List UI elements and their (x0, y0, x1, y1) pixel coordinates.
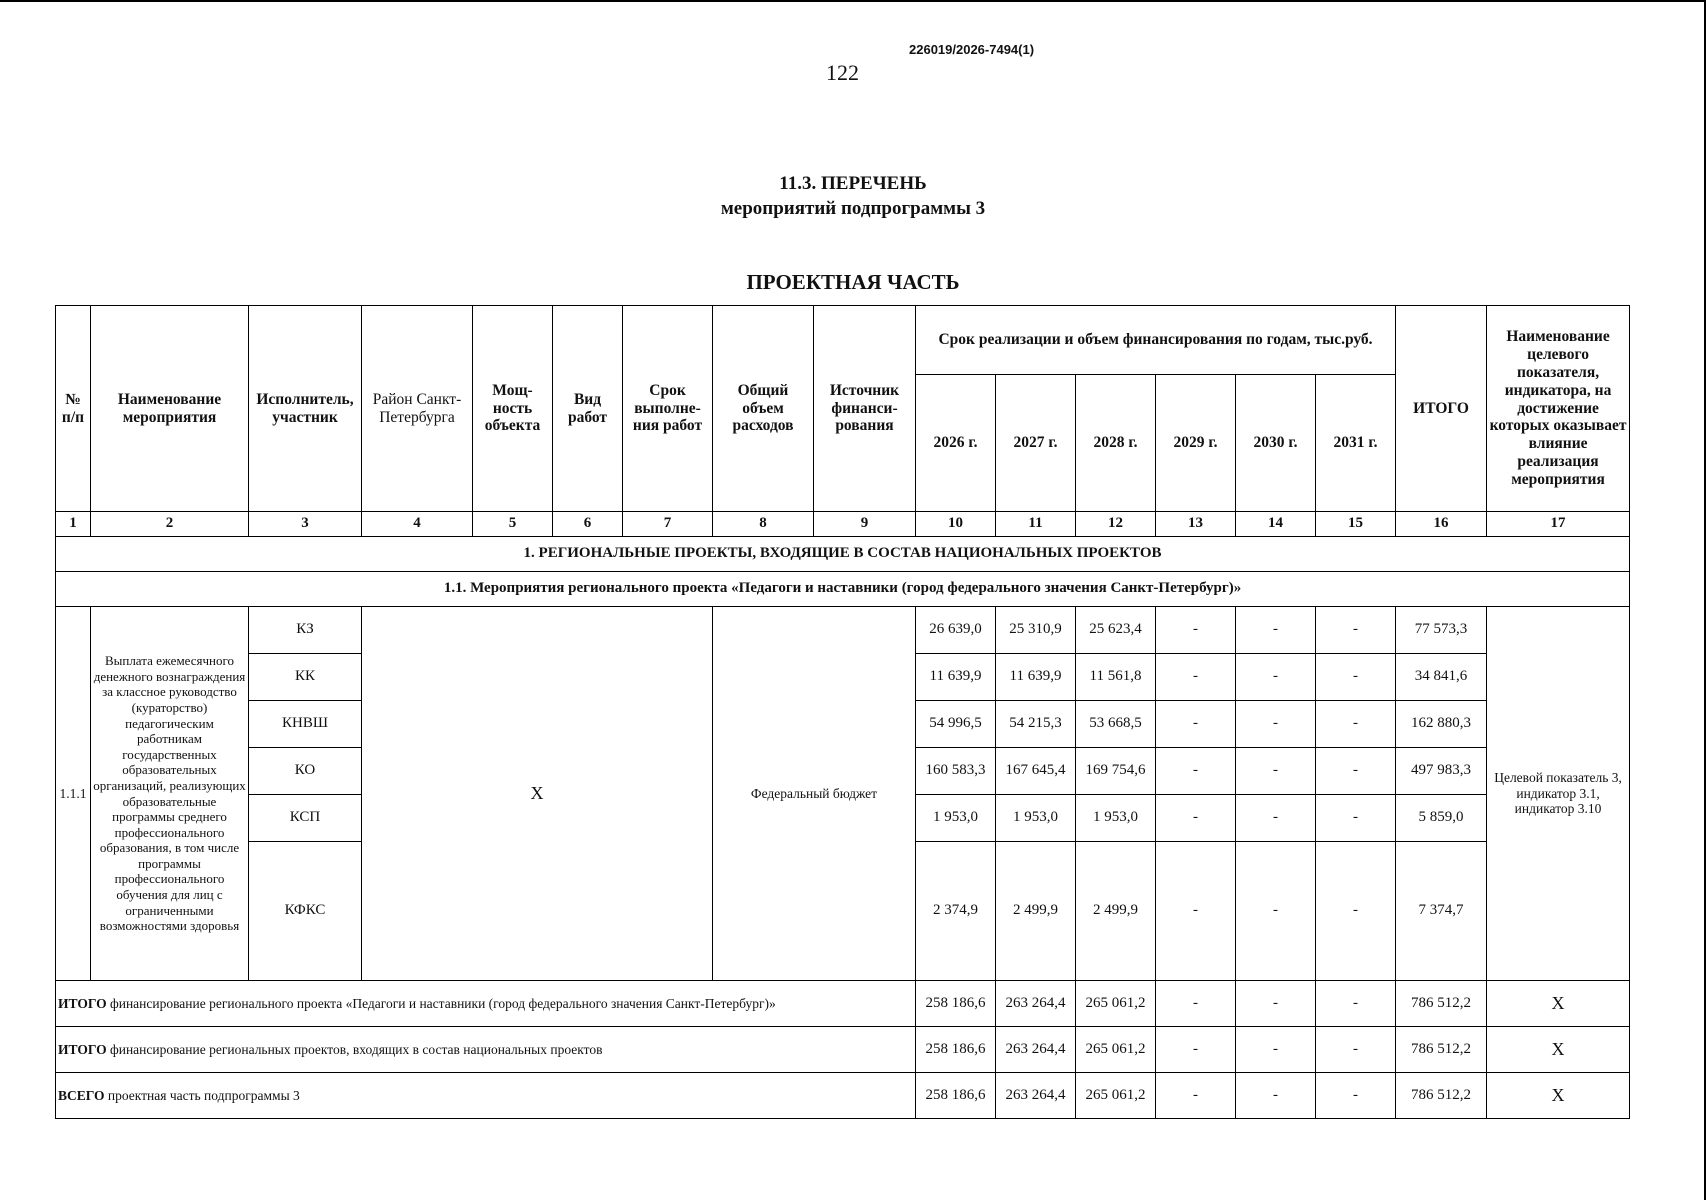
header-indicator: Наименование целевого показателя, индикатора, на достижение которых оказывает влияние реализация мероприятия (1487, 306, 1630, 512)
header-event-name: Наименование мероприятия (91, 306, 249, 512)
value-cell: - (1316, 1027, 1396, 1073)
subsection-title: 1.1. Мероприятия регионального проекта «Педагоги и наставники (город федерального значения Санкт-Петербург)» (56, 572, 1630, 607)
value-cell: - (1236, 701, 1316, 748)
total-cell: 7 374,7 (1396, 842, 1487, 981)
value-cell: - (1236, 748, 1316, 795)
value-cell: 53 668,5 (1076, 701, 1156, 748)
document-code: 226019/2026-7494(1) (909, 42, 1035, 57)
document-subtitle: мероприятий подпрограммы 3 (720, 198, 986, 219)
column-number: 11 (996, 512, 1076, 537)
value-cell: - (1236, 795, 1316, 842)
column-number: 15 (1316, 512, 1396, 537)
part-title: ПРОЕКТНАЯ ЧАСТЬ (746, 270, 960, 294)
column-number: 14 (1236, 512, 1316, 537)
executor-cell: КНВШ (249, 701, 362, 748)
value-cell: 263 264,4 (996, 981, 1076, 1027)
executor-cell: КО (249, 748, 362, 795)
header-source: Источник финанси-рования (814, 306, 916, 512)
value-cell: 25 623,4 (1076, 607, 1156, 654)
header-total: ИТОГО (1396, 306, 1487, 512)
total-label-bold: ИТОГО (58, 995, 107, 1011)
value-cell: - (1316, 701, 1396, 748)
header-year: 2031 г. (1316, 375, 1396, 512)
value-cell: - (1156, 842, 1236, 981)
value-cell: 54 215,3 (996, 701, 1076, 748)
value-cell: - (1236, 607, 1316, 654)
value-cell: - (1156, 795, 1236, 842)
total-cell: 497 983,3 (1396, 748, 1487, 795)
value-cell: - (1316, 607, 1396, 654)
column-number: 16 (1396, 512, 1487, 537)
value-cell: 167 645,4 (996, 748, 1076, 795)
funding-source: Федеральный бюджет (713, 607, 916, 981)
value-cell: 2 499,9 (996, 842, 1076, 981)
value-cell: - (1316, 1073, 1396, 1119)
header-executor: Исполнитель, участник (249, 306, 362, 512)
total-label (56, 1027, 916, 1073)
value-cell: 2 374,9 (916, 842, 996, 981)
value-cell: - (1316, 842, 1396, 981)
column-number-row (56, 512, 1630, 537)
column-number: 4 (362, 512, 473, 537)
column-number: 13 (1156, 512, 1236, 537)
value-cell: 265 061,2 (1076, 981, 1156, 1027)
value-cell: - (1156, 981, 1236, 1027)
value-cell: 11 639,9 (916, 654, 996, 701)
value-cell: 265 061,2 (1076, 1073, 1156, 1119)
value-cell: - (1156, 607, 1236, 654)
header-year: 2027 г. (996, 375, 1076, 512)
event-name: Выплата ежемесячного денежного вознаграждения за классное руководство (кураторство) педагогическим работникам государственных образовательных организаций, реализующих образовательные программы среднего профессионального образования, в том числе программы профессионального обучения для лиц с ограниченными возможностями здоровья (91, 607, 249, 981)
table-row (56, 607, 1630, 654)
value-cell: - (1236, 1027, 1316, 1073)
section-title: 1. РЕГИОНАЛЬНЫЕ ПРОЕКТЫ, ВХОДЯЩИЕ В СОСТАВ НАЦИОНАЛЬНЫХ ПРОЕКТОВ (56, 537, 1630, 572)
header-year: 2028 г. (1076, 375, 1156, 512)
value-cell: 2 499,9 (1076, 842, 1156, 981)
event-number: 1.1.1 (56, 607, 91, 981)
page-number: 122 (826, 60, 859, 85)
total-label-text: финансирование регионального проекта «Педагоги и наставники (город федерального значения Санкт-Петербург)» (106, 995, 776, 1011)
value-cell: - (1316, 748, 1396, 795)
total-row (56, 1027, 1630, 1073)
executor-cell: КФКС (249, 842, 362, 981)
value-cell: - (1236, 654, 1316, 701)
column-number: 5 (473, 512, 553, 537)
header-year: 2029 г. (1156, 375, 1236, 512)
column-number: 12 (1076, 512, 1156, 537)
header-capacity: Мощ-ность объекта (473, 306, 553, 512)
total-label-bold: ВСЕГО (58, 1087, 105, 1103)
column-number: 6 (553, 512, 623, 537)
value-cell: - (1316, 654, 1396, 701)
indicator-x: Х (1487, 1073, 1630, 1119)
value-cell: 11 561,8 (1076, 654, 1156, 701)
value-cell: 258 186,6 (916, 981, 996, 1027)
executor-cell: КЗ (249, 607, 362, 654)
indicator-x: Х (1487, 981, 1630, 1027)
total-label (56, 1073, 916, 1119)
page-border-top (0, 0, 1706, 2)
header-deadline: Срок выполне-ния работ (623, 306, 713, 512)
executor-cell: КСП (249, 795, 362, 842)
header-year: 2026 г. (916, 375, 996, 512)
header-district: Район Санкт-Петербурга (362, 306, 473, 512)
value-cell: 265 061,2 (1076, 1027, 1156, 1073)
header-year: 2030 г. (1236, 375, 1316, 512)
value-cell: 169 754,6 (1076, 748, 1156, 795)
value-cell: - (1156, 1073, 1236, 1119)
total-row (56, 981, 1630, 1027)
total-label (56, 981, 916, 1027)
total-cell: 34 841,6 (1396, 654, 1487, 701)
value-cell: - (1236, 981, 1316, 1027)
total-label-bold: ИТОГО (58, 1041, 107, 1057)
total-cell: 786 512,2 (1396, 981, 1487, 1027)
header-work-type: Вид работ (553, 306, 623, 512)
executor-cell: КК (249, 654, 362, 701)
value-cell: 263 264,4 (996, 1027, 1076, 1073)
value-cell: 25 310,9 (996, 607, 1076, 654)
indicator-x: Х (1487, 1027, 1630, 1073)
merged-x-cell: Х (362, 607, 713, 981)
value-cell: - (1236, 1073, 1316, 1119)
total-cell: 77 573,3 (1396, 607, 1487, 654)
value-cell: 26 639,0 (916, 607, 996, 654)
value-cell: - (1156, 1027, 1236, 1073)
value-cell: 1 953,0 (1076, 795, 1156, 842)
column-number: 8 (713, 512, 814, 537)
value-cell: - (1156, 748, 1236, 795)
column-number: 1 (56, 512, 91, 537)
value-cell: - (1156, 701, 1236, 748)
column-number: 3 (249, 512, 362, 537)
column-number: 9 (814, 512, 916, 537)
column-number: 17 (1487, 512, 1630, 537)
header-period-group: Срок реализации и объем финансирования по годам, тыс.руб. (916, 306, 1396, 375)
value-cell: 11 639,9 (996, 654, 1076, 701)
value-cell: 263 264,4 (996, 1073, 1076, 1119)
value-cell: - (1236, 842, 1316, 981)
value-cell: - (1156, 654, 1236, 701)
total-label-text: финансирование региональных проектов, входящих в состав национальных проектов (106, 1041, 603, 1057)
total-cell: 162 880,3 (1396, 701, 1487, 748)
value-cell: 160 583,3 (916, 748, 996, 795)
value-cell: 258 186,6 (916, 1073, 996, 1119)
indicator-cell: Целевой показатель 3, индикатор 3.1, индикатор 3.10 (1487, 607, 1630, 981)
document-title: 11.3. ПЕРЕЧЕНЬ (779, 173, 927, 194)
value-cell: - (1316, 795, 1396, 842)
column-number: 2 (91, 512, 249, 537)
value-cell: 258 186,6 (916, 1027, 996, 1073)
total-cell: 786 512,2 (1396, 1027, 1487, 1073)
header-num: № п/п (56, 306, 91, 512)
events-table (55, 305, 1630, 1119)
column-number: 10 (916, 512, 996, 537)
header-total-volume: Общий объем расходов (713, 306, 814, 512)
value-cell: 54 996,5 (916, 701, 996, 748)
total-cell: 5 859,0 (1396, 795, 1487, 842)
total-label-text: проектная часть подпрограммы 3 (104, 1087, 300, 1103)
column-number: 7 (623, 512, 713, 537)
value-cell: 1 953,0 (996, 795, 1076, 842)
total-row (56, 1073, 1630, 1119)
value-cell: 1 953,0 (916, 795, 996, 842)
value-cell: - (1316, 981, 1396, 1027)
total-cell: 786 512,2 (1396, 1073, 1487, 1119)
